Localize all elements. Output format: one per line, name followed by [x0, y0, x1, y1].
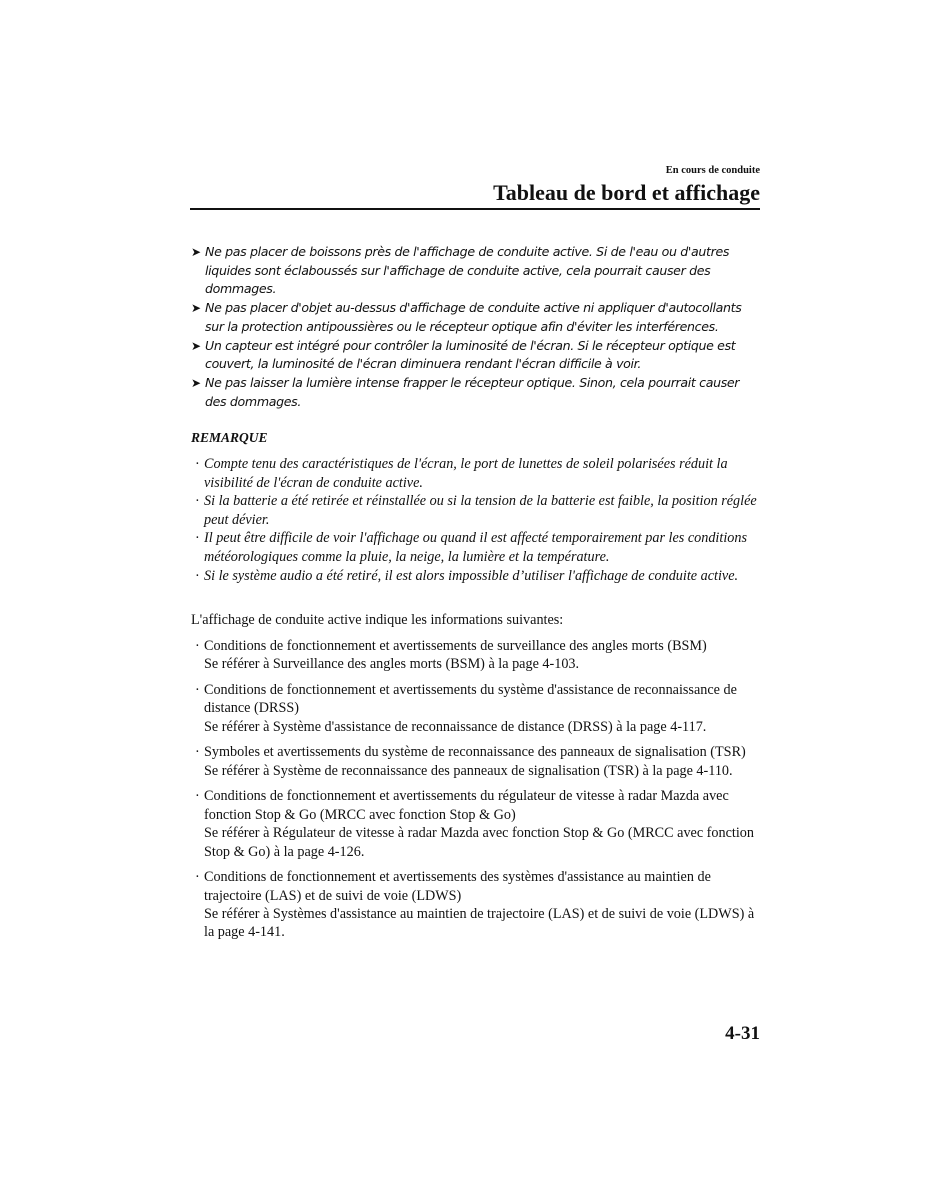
caution-text: Un capteur est intégré pour contrôler la luminosité de l'écran. Si le récepteur optique est couvert, la luminosité de l'écran diminuera rendant l'écran difficile à voir. — [205, 337, 736, 372]
note-text: Il peut être difficile de voir l'affichage ou quand il est affecté temporairement par les conditions météorologiques comme la pluie, la neige, la lumière et la température. — [204, 530, 747, 565]
caution-item — [191, 337, 763, 374]
note-item — [191, 529, 763, 566]
info-reference: Se référer à Système d'assistance de reconnaissance de distance (DRSS) à la page 4-117. — [204, 718, 707, 735]
note-list — [191, 455, 763, 585]
info-item — [191, 681, 763, 736]
note-text: Compte tenu des caractéristiques de l'écran, le port de lunettes de soleil polarisées réduit la visibilité de l'écran de conduite active. — [204, 456, 728, 491]
page-title: Tableau de bord et affichage — [493, 180, 760, 205]
arrow-bullet-icon: ➤ — [191, 338, 201, 353]
note-item — [191, 492, 763, 529]
caution-item — [191, 374, 763, 411]
arrow-bullet-icon: ➤ — [191, 375, 201, 390]
bullet-dot-icon: · — [195, 788, 200, 805]
intro-paragraph: L'affichage de conduite active indique les informations suivantes: — [191, 612, 564, 628]
info-title: Conditions de fonctionnement et avertissements du système d'assistance de reconnaissance de distance (DRSS) — [204, 682, 737, 717]
info-item — [191, 787, 763, 861]
note-item — [191, 567, 763, 586]
caution-list — [191, 243, 763, 411]
info-item — [191, 637, 763, 674]
bullet-dot-icon: · — [195, 638, 200, 654]
caution-item — [191, 243, 763, 299]
bullet-dot-icon: · — [195, 530, 200, 547]
note-item — [191, 455, 763, 492]
info-title: Symboles et avertissements du système de reconnaissance des panneaux de signalisation (TSR) — [204, 744, 746, 761]
note-heading: REMARQUE — [191, 430, 268, 445]
bullet-dot-icon: · — [195, 567, 200, 584]
info-list — [191, 637, 763, 949]
info-reference: Se référer à Surveillance des angles morts (BSM) à la page 4-103. — [204, 656, 580, 673]
note-text: Si le système audio a été retiré, il est alors impossible d’utiliser l'affichage de conduite active. — [204, 567, 739, 584]
info-title: Conditions de fonctionnement et avertissements du régulateur de vitesse à radar Mazda avec fonction Stop & Go (MRCC avec fonction Stop & Go) — [204, 788, 729, 823]
info-reference: Se référer à Régulateur de vitesse à radar Mazda avec fonction Stop & Go (MRCC avec fonction Stop & Go) à la page 4-126. — [204, 825, 754, 860]
arrow-bullet-icon: ➤ — [191, 301, 201, 316]
bullet-dot-icon: · — [195, 682, 200, 698]
arrow-bullet-icon: ➤ — [191, 245, 201, 259]
caution-text: Ne pas placer d'objet au-dessus d'affichage de conduite active ni appliquer d'autocollants sur la protection antipoussières ou le récepteur optique afin d'éviter les interférences. — [205, 300, 742, 334]
caution-text: Ne pas laisser la lumière intense frapper le récepteur optique. Sinon, cela pourrait causer des dommages. — [205, 374, 740, 409]
bullet-dot-icon: · — [195, 869, 200, 886]
page-number: 4-31 — [725, 1023, 760, 1044]
info-reference: Se référer à Système de reconnaissance des panneaux de signalisation (TSR) à la page 4-110. — [204, 762, 733, 779]
caution-item — [191, 299, 763, 336]
bullet-dot-icon: · — [195, 744, 200, 761]
info-reference: Se référer à Systèmes d'assistance au maintien de trajectoire (LAS) et de suivi de voie (LDWS) à la page 4-141. — [204, 906, 755, 941]
info-title: Conditions de fonctionnement et avertissements de surveillance des angles morts (BSM) — [204, 638, 707, 654]
header-divider — [190, 208, 760, 210]
section-label: En cours de conduite — [665, 165, 760, 176]
info-item — [191, 743, 763, 780]
info-item — [191, 868, 763, 942]
caution-text: Ne pas placer de boissons près de l'affichage de conduite active. Si de l'eau ou d'autres liquides sont éclaboussés sur l'affichage de conduite active, cela pourrait causer des dommages. — [205, 244, 730, 297]
bullet-dot-icon: · — [195, 456, 200, 472]
info-title: Conditions de fonctionnement et avertissements des systèmes d'assistance au maintien de trajectoire (LAS) et de suivi de voie (LDWS) — [204, 869, 711, 904]
bullet-dot-icon: · — [195, 493, 200, 510]
page-header — [190, 164, 760, 207]
note-text: Si la batterie a été retirée et réinstallée ou si la tension de la batterie est faible, la position réglée peut dévier. — [204, 493, 757, 528]
